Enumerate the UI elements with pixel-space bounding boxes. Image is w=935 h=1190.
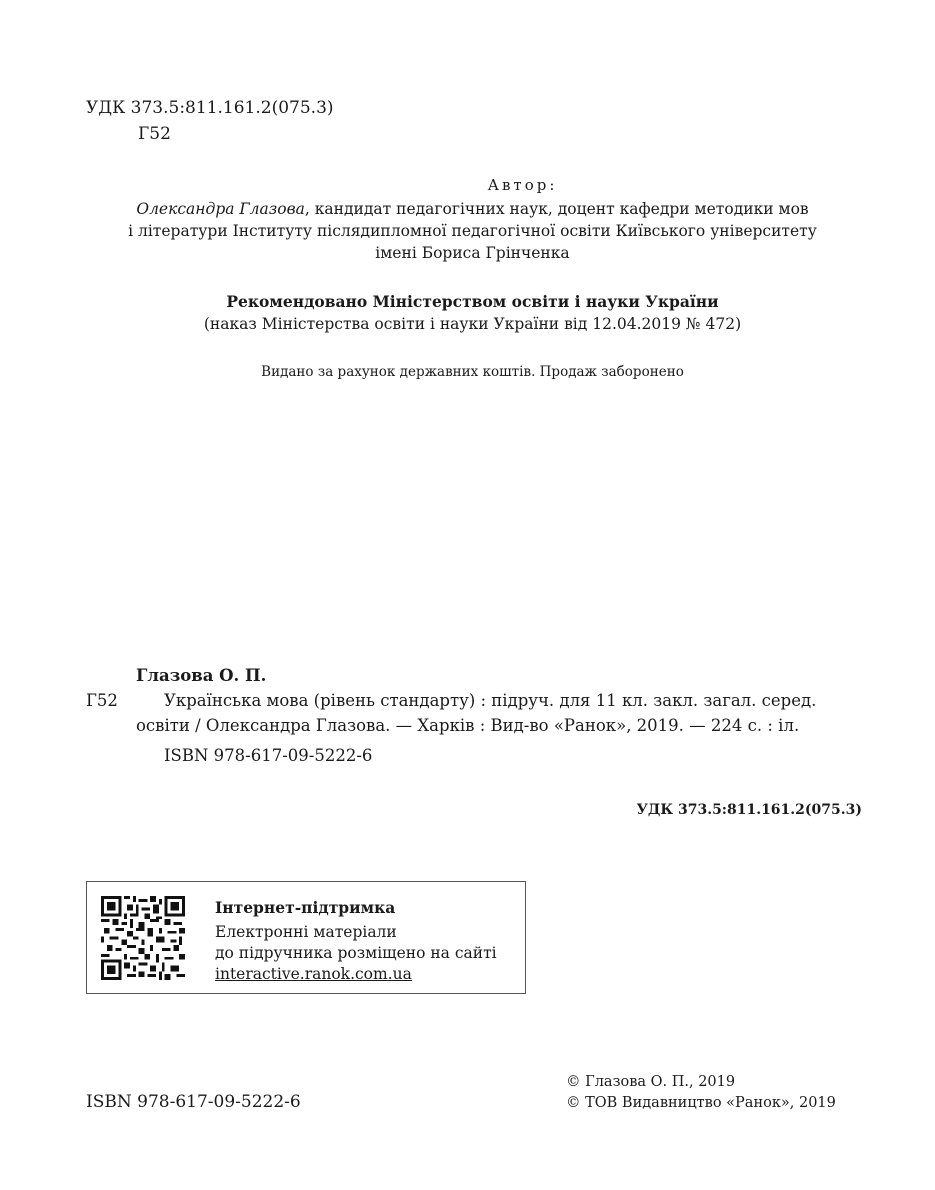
bib-author: Глазова О. П.: [136, 666, 267, 685]
bib-title-line1: Українська мова (рівень стандарту) : підруч. для 11 кл. закл. загал. серед.: [164, 691, 817, 710]
support-text: [215, 922, 497, 985]
bib-udk: УДК 373.5:811.161.2(075.3): [636, 802, 862, 818]
author-desc-line1: , кандидат педагогічних наук, доцент кафедри методики мов: [304, 200, 809, 218]
footer-isbn: ISBN 978-617-09-5222-6: [86, 1092, 301, 1112]
copyright-publisher: © ТОВ Видавництво «Ранок», 2019: [566, 1095, 836, 1111]
bib-isbn: ISBN 978-617-09-5222-6: [164, 746, 373, 765]
internet-support-box: [86, 881, 526, 994]
ministry-order: (наказ Міністерства освіти і науки України від 12.04.2019 № 472): [203, 315, 742, 333]
qr-code-icon[interactable]: [101, 896, 185, 980]
author-label: Автор:: [487, 176, 558, 194]
classification-code: Г52: [138, 124, 171, 144]
ministry-recommendation: Рекомендовано Міністерством освіти і науки України: [226, 292, 719, 311]
copyright-author: © Глазова О. П., 2019: [566, 1074, 736, 1090]
support-website-link[interactable]: interactive.ranok.com.ua: [215, 965, 412, 983]
support-line2: до підручника розміщено на сайті: [215, 944, 497, 962]
publication-note: Видано за рахунок державних коштів. Продаж заборонено: [261, 364, 684, 380]
author-description: [0, 198, 935, 264]
bib-title-line2: освіти / Олександра Глазова. — Харків : Вид-во «Ранок», 2019. — 224 с. : іл.: [136, 716, 800, 735]
bib-code: Г52: [86, 691, 118, 710]
udk-header: УДК 373.5:811.161.2(075.3): [86, 98, 334, 118]
author-desc-line2: і літератури Інституту післядипломної педагогічної освіти Київського університету: [128, 222, 817, 240]
support-line1: Електронні матеріали: [215, 923, 397, 941]
support-title: Інтернет-підтримка: [215, 898, 396, 917]
author-name: Олександра Глазова: [136, 200, 305, 218]
author-desc-line3: імені Бориса Грінченка: [375, 244, 570, 262]
